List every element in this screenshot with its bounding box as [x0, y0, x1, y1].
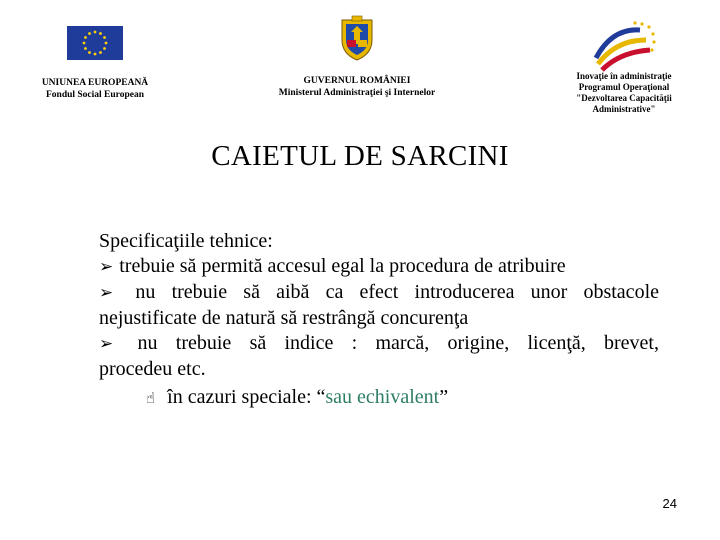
eu-flag-icon	[67, 26, 123, 60]
eu-star	[88, 32, 91, 35]
program-line4: Administrative"	[592, 104, 656, 114]
bullet-3	[99, 331, 659, 357]
eu-star	[99, 51, 102, 54]
sub-bullet	[99, 385, 659, 411]
slide-content	[99, 229, 659, 411]
eu-line1: UNIUNEA EUROPEANĂ	[41, 78, 149, 88]
eu-star	[103, 47, 106, 50]
gov-header	[262, 14, 452, 99]
program-line2: Programul Operaţional	[578, 82, 670, 92]
bullet-2-text-a: nu trebuie să aibă ca efect introducerea unor obstacole	[135, 281, 659, 303]
gov-line1: GUVERNUL ROMÂNIEI	[303, 76, 411, 86]
eu-header	[30, 26, 160, 101]
bullet-3-text-a: nu trebuie să indice : marcă, origine, licenţă, brevet,	[137, 332, 659, 354]
hand-bullet-icon: ☝	[146, 389, 156, 407]
bullet-2	[99, 280, 659, 306]
sub-prefix: în cazuri speciale: “	[167, 386, 326, 408]
eu-star	[84, 36, 87, 39]
bullet-1	[99, 254, 659, 280]
sub-suffix: ”	[439, 386, 449, 408]
coat-of-arms-icon	[336, 14, 378, 62]
bullet-1-text: trebuie să permită accesul egal la procedura de atribuire	[119, 255, 566, 277]
program-line1: Inovaţie în administraţie	[576, 71, 672, 81]
eu-star	[84, 47, 87, 50]
arrow-bullet-icon: ➢	[99, 334, 114, 354]
eu-star	[94, 31, 97, 34]
page-title: CAIETUL DE SARCINI	[211, 140, 509, 172]
gov-line2: Ministerul Administraţiei şi Internelor	[278, 88, 436, 98]
intro-text: Specificaţiile tehnice:	[99, 230, 273, 252]
eu-star	[88, 51, 91, 54]
arrow-bullet-icon: ➢	[99, 257, 114, 277]
program-line3: "Dezvoltarea Capacităţii	[576, 93, 672, 103]
eu-star	[99, 32, 102, 35]
arrow-bullet-icon: ➢	[99, 283, 114, 303]
eu-star	[94, 53, 97, 56]
eu-star	[105, 42, 108, 45]
eu-star	[83, 42, 86, 45]
sub-highlight: sau echivalent	[325, 386, 440, 408]
eu-line2: Fondul Social European	[45, 90, 145, 100]
page-number: 24	[662, 496, 677, 511]
eu-star	[103, 36, 106, 39]
bullet-2-continuation: nejustificate de natură să restrângă concurenţa	[99, 307, 469, 329]
bullet-3-continuation: procedeu etc.	[99, 358, 206, 380]
program-header	[556, 18, 692, 115]
program-logo-icon	[592, 18, 656, 72]
